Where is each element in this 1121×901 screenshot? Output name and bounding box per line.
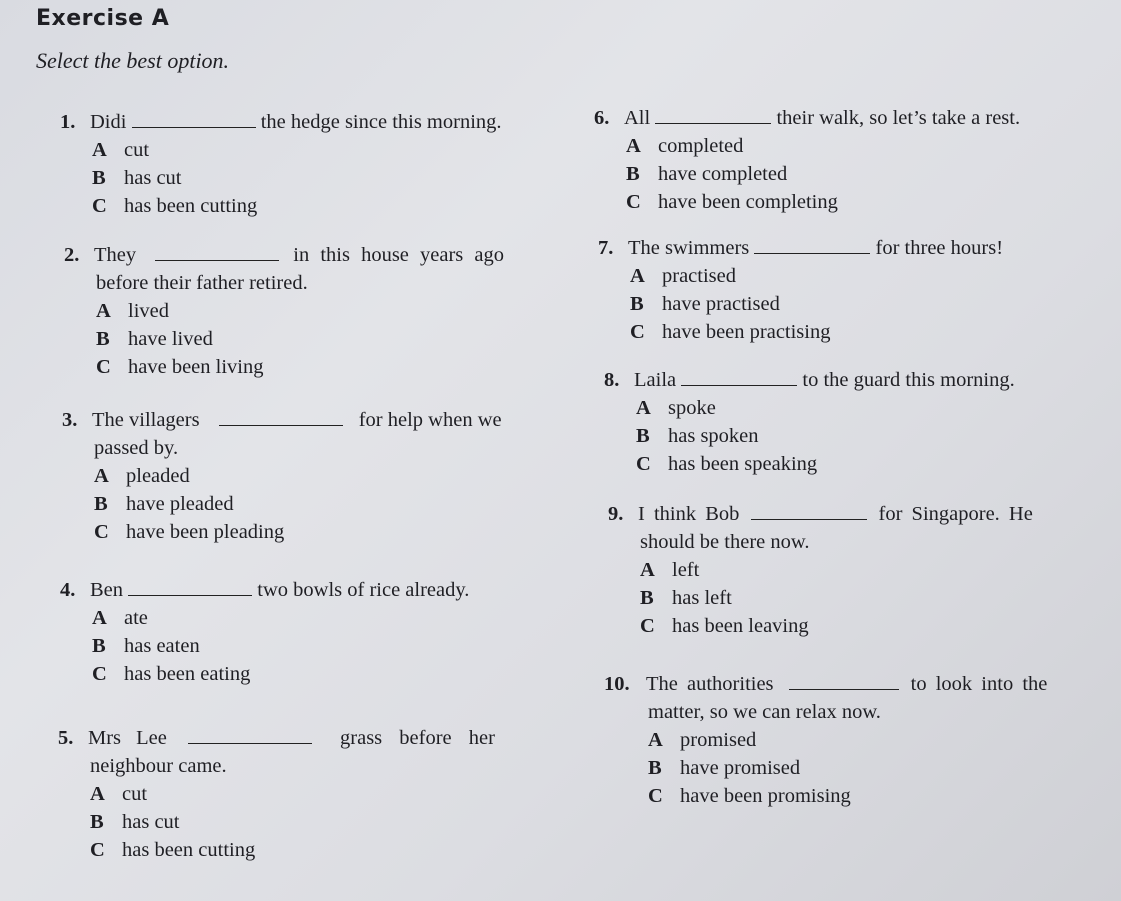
question-5 [58,724,495,864]
option-letter: C [630,321,645,343]
option-letter: A [92,607,107,629]
question-number: 1. [60,111,76,133]
option-a[interactable] [604,394,1015,422]
option-letter: B [90,811,104,833]
option-letter: A [648,729,663,751]
option-text: has left [672,587,732,609]
question-stem-pre: Mrs Lee [88,727,167,749]
question-stem-post: in this house years ago [293,244,504,266]
question-stem-continued: matter, so we can relax now. [648,701,881,723]
answer-blank[interactable] [681,367,797,386]
answer-blank[interactable] [751,501,867,520]
answer-blank[interactable] [754,235,870,254]
question-stem-pre: The swimmers [628,237,750,259]
option-text: has been leaving [672,615,809,637]
question-stem-pre: Ben [90,579,124,601]
answer-blank[interactable] [128,577,252,596]
option-letter: B [94,493,108,515]
question-stem-continued: neighbour came. [90,755,227,777]
option-letter: A [94,465,109,487]
option-c[interactable] [608,612,1033,640]
option-letter: A [626,135,641,157]
option-letter: C [640,615,655,637]
option-text: spoke [668,397,716,419]
option-text: ate [124,607,148,629]
question-stem-continued: should be there now. [640,531,810,553]
option-text: has eaten [124,635,200,657]
option-letter: A [640,559,655,581]
answer-blank[interactable] [789,671,899,690]
option-text: have been pleading [126,521,285,543]
question-number: 7. [598,237,614,259]
option-text: have promised [680,757,801,779]
answer-blank[interactable] [155,242,279,261]
option-b[interactable] [608,584,1033,612]
question-2 [64,241,504,381]
option-b[interactable] [58,808,495,836]
option-text: cut [122,783,148,805]
question-number: 9. [608,503,624,525]
question-stem-pre: I think Bob [638,503,740,525]
option-letter: C [626,191,641,213]
answer-blank[interactable] [132,109,256,128]
option-a[interactable] [62,462,502,490]
option-c[interactable] [598,318,1003,346]
question-7 [598,234,1003,346]
option-letter: C [648,785,663,807]
option-letter: A [90,783,105,805]
option-text: has been speaking [668,453,818,475]
question-stem-pre: Laila [634,369,677,391]
option-text: have been promising [680,785,851,807]
option-text: lived [128,300,169,322]
option-letter: A [92,139,107,161]
option-c[interactable] [62,518,502,546]
question-6 [594,104,1020,216]
question-number: 6. [594,107,610,129]
option-letter: A [630,265,645,287]
option-letter: B [626,163,640,185]
question-stem-pre: Didi [90,111,127,133]
option-text: have completed [658,163,788,185]
option-text: have practised [662,293,780,315]
option-letter: C [92,195,107,217]
question-stem-continued: before their father retired. [96,272,308,294]
option-c[interactable] [604,782,1047,810]
question-stem-pre: The authorities [646,673,774,695]
option-letter: B [640,587,654,609]
option-text: have lived [128,328,213,350]
option-b[interactable] [62,490,502,518]
question-stem-post: for Singapore. He [878,503,1033,525]
option-c[interactable] [60,192,502,220]
option-letter: C [92,663,107,685]
question-4 [60,576,469,688]
option-text: has spoken [668,425,759,447]
option-a[interactable] [58,780,495,808]
option-text: left [672,559,700,581]
instruction-text: Select the best option. [36,48,230,73]
option-text: has cut [124,167,182,189]
option-text: have been completing [658,191,838,213]
option-b[interactable] [64,325,504,353]
question-stem-post: to look into the [910,673,1048,695]
option-letter: A [636,397,651,419]
option-a[interactable] [608,556,1033,584]
option-a[interactable] [60,604,469,632]
exercise-title: Exercise A [36,6,170,31]
option-c[interactable] [60,660,469,688]
question-number: 3. [62,409,78,431]
option-c[interactable] [604,450,1015,478]
option-a[interactable] [604,726,1047,754]
option-a[interactable] [594,132,1020,160]
option-text: has cut [122,811,180,833]
option-text: cut [124,139,150,161]
option-text: has been cutting [122,839,256,861]
option-text: has been cutting [124,195,258,217]
question-1 [60,108,502,220]
question-10 [604,670,1047,810]
question-stem-pre: All [624,107,651,129]
option-letter: C [636,453,651,475]
question-9 [608,500,1033,640]
question-number: 5. [58,727,74,749]
option-text: pleaded [126,465,190,487]
question-stem-post: for three hours! [875,237,1004,259]
option-letter: B [92,167,106,189]
answer-blank[interactable] [188,725,312,744]
option-b[interactable] [60,164,502,192]
option-c[interactable] [64,353,504,381]
question-stem-post: to the guard this morning. [802,369,1015,391]
option-b[interactable] [594,160,1020,188]
option-a[interactable] [64,297,504,325]
option-text: practised [662,265,736,287]
option-c[interactable] [58,836,495,864]
question-stem-pre: They [94,244,137,266]
option-letter: B [96,328,110,350]
question-stem-post: their walk, so let’s take a rest. [776,107,1021,129]
option-b[interactable] [60,632,469,660]
option-b[interactable] [604,422,1015,450]
option-letter: C [90,839,105,861]
option-text: have been practising [662,321,831,343]
question-stem-pre: The villagers [92,409,200,431]
question-stem-post: for help when we [358,409,502,431]
option-b[interactable] [598,290,1003,318]
question-8 [604,366,1015,478]
option-letter: C [96,356,111,378]
question-number: 2. [64,244,80,266]
option-c[interactable] [594,188,1020,216]
option-a[interactable] [598,262,1003,290]
question-stem-post: two bowls of rice already. [257,579,470,601]
option-text: has been eating [124,663,251,685]
answer-blank[interactable] [219,407,343,426]
option-text: have been living [128,356,264,378]
option-letter: B [92,635,106,657]
question-number: 10. [604,673,630,695]
option-text: promised [680,729,757,751]
question-stem-post: grass before her [340,727,495,749]
option-text: have pleaded [126,493,234,515]
question-3 [62,406,502,546]
question-number: 8. [604,369,620,391]
option-letter: B [636,425,650,447]
question-number: 4. [60,579,76,601]
answer-blank[interactable] [655,105,771,124]
option-b[interactable] [604,754,1047,782]
option-text: completed [658,135,744,157]
option-letter: B [648,757,662,779]
option-letter: C [94,521,109,543]
option-letter: B [630,293,644,315]
question-stem-post: the hedge since this morning. [260,111,502,133]
option-a[interactable] [60,136,502,164]
question-stem-continued: passed by. [94,437,179,459]
option-letter: A [96,300,111,322]
